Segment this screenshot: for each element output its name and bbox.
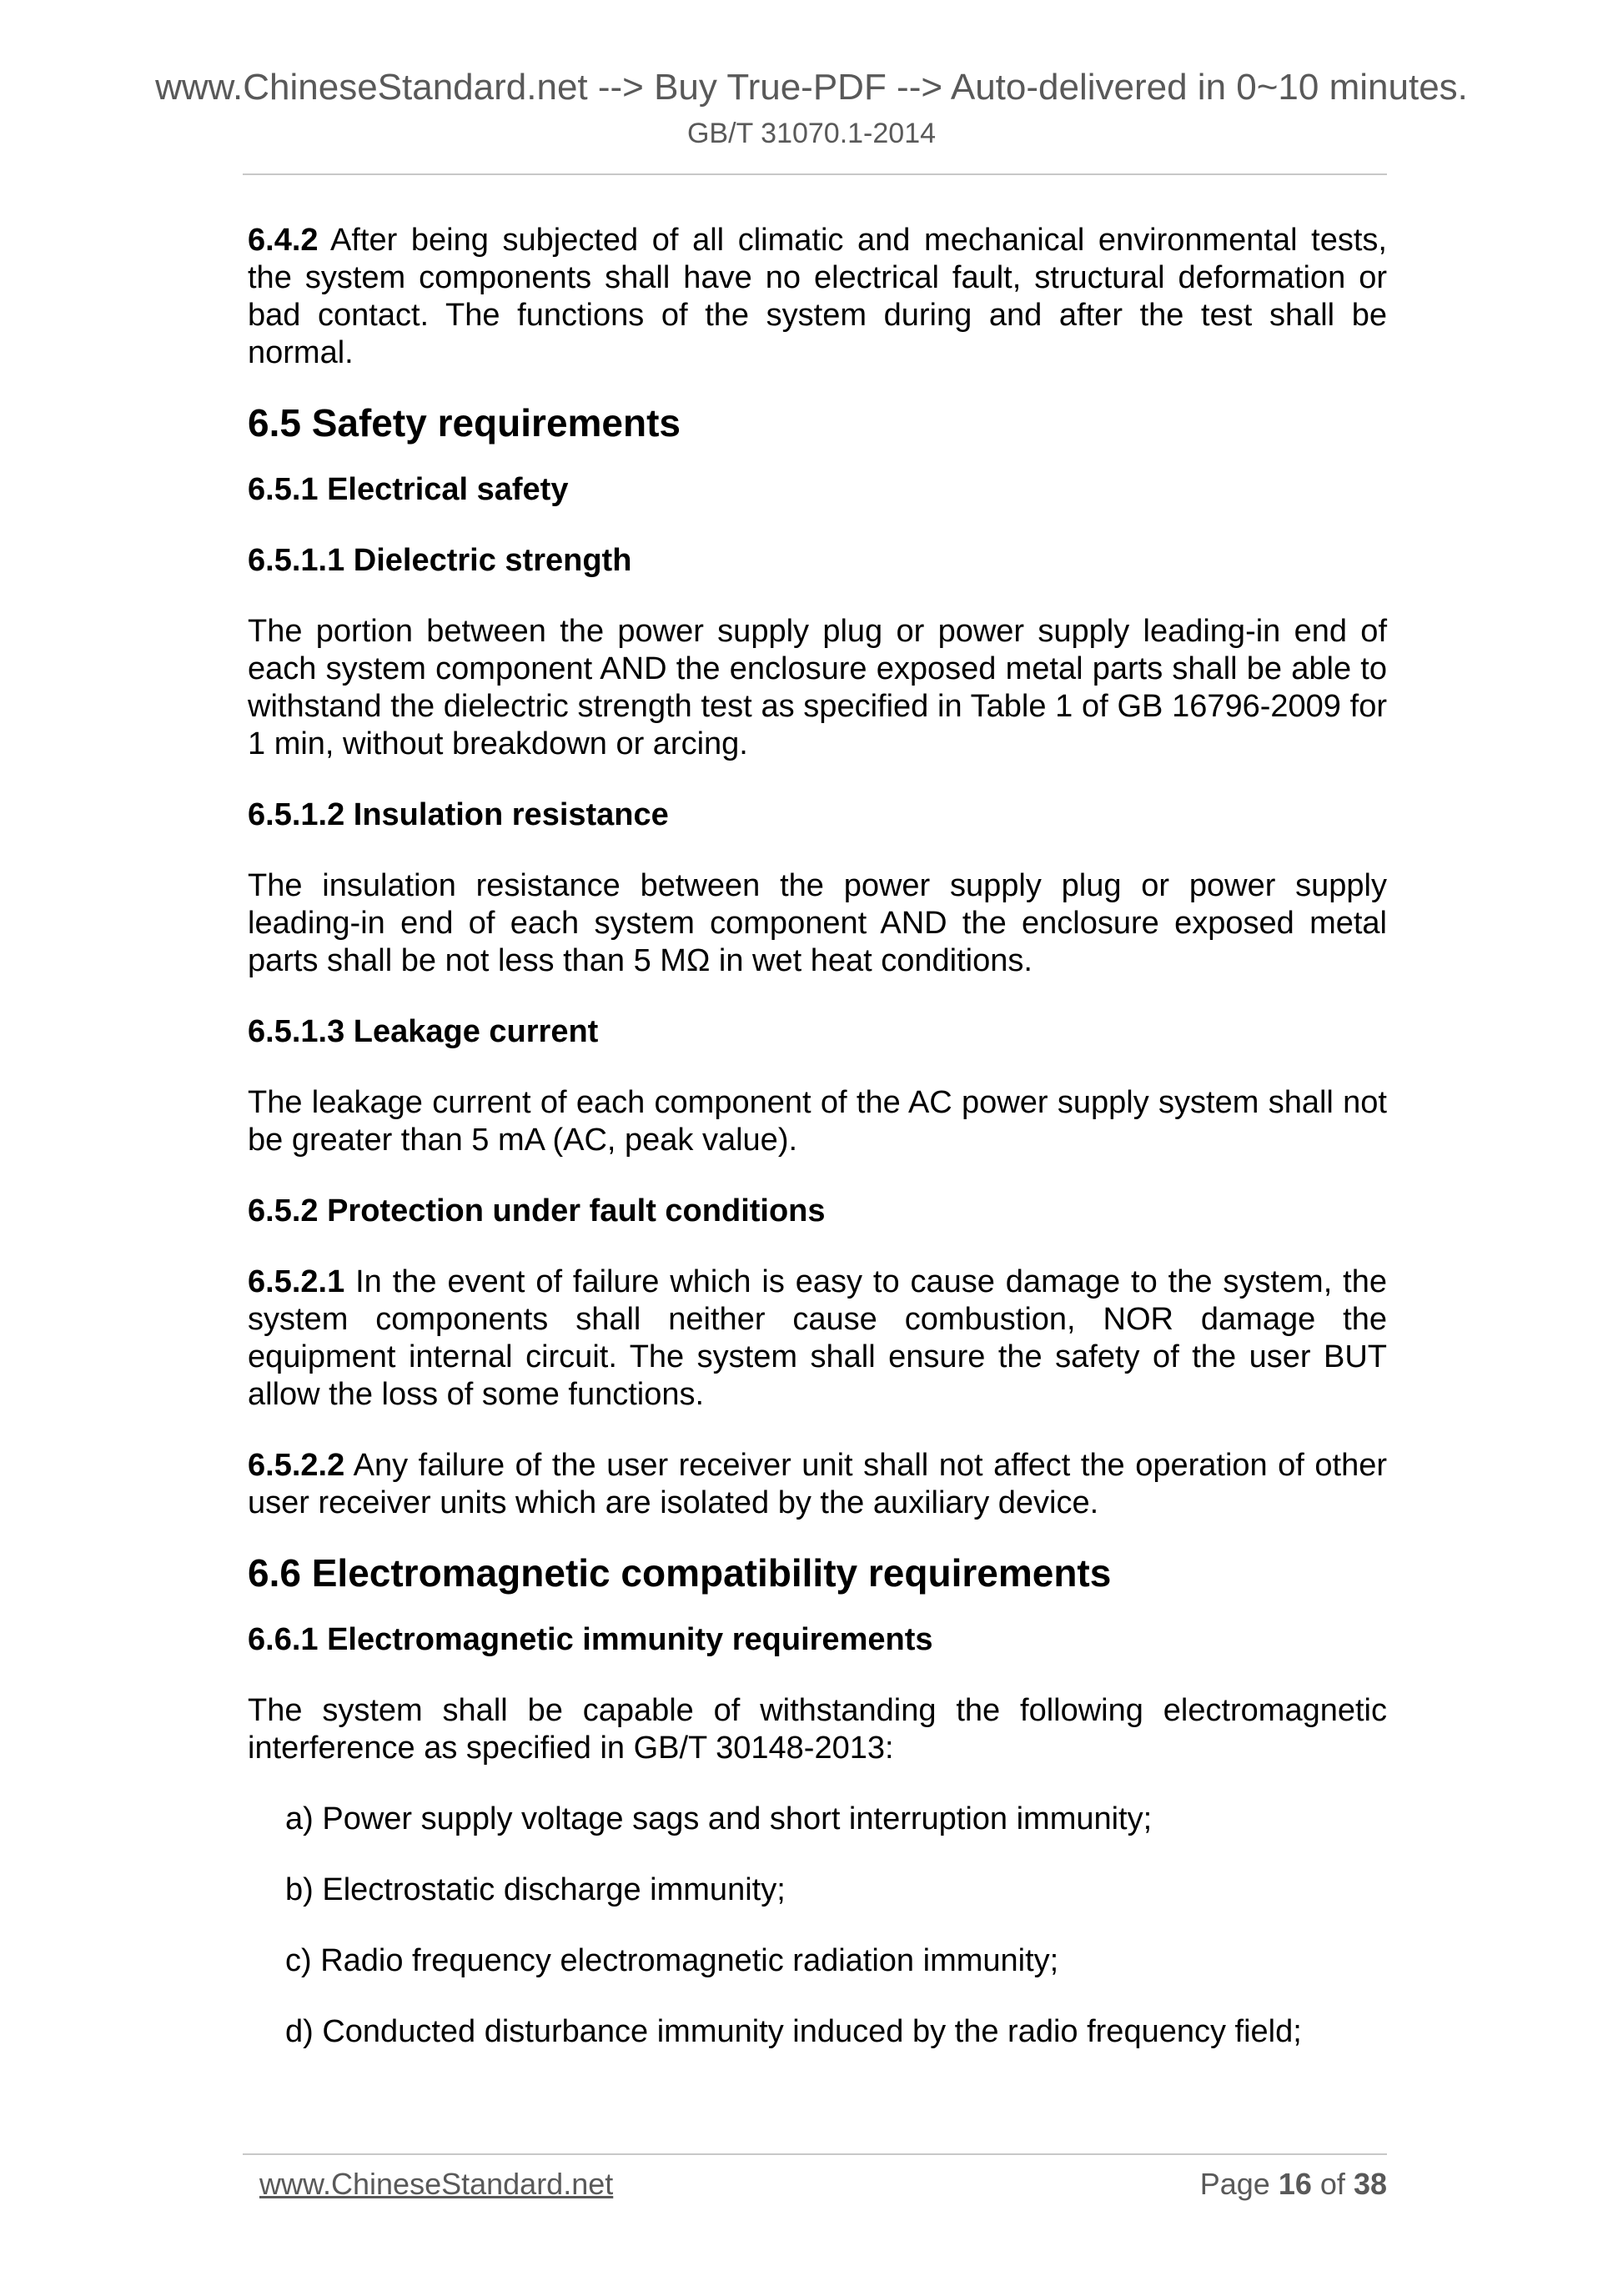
heading-6-5-2: 6.5.2 Protection under fault conditions — [248, 1193, 826, 1228]
footer-divider — [243, 2153, 1387, 2155]
heading-6-5-1-3: 6.5.1.3 Leakage current — [248, 1014, 599, 1049]
heading-6-5-1-1: 6.5.1.1 Dielectric strength — [248, 543, 632, 578]
heading-6-5-1-2: 6.5.1.2 Insulation resistance — [248, 797, 669, 832]
list-item: a) Power supply voltage sags and short interruption immunity; — [285, 1801, 1153, 1836]
heading-6-5: 6.5 Safety requirements — [248, 401, 681, 445]
list-item: d) Conducted disturbance immunity induced by the radio frequency field; — [285, 2014, 1302, 2049]
page-number — [1200, 2166, 1387, 2203]
clause-number: 6.5.2.2 — [248, 1448, 345, 1483]
page-current: 16 — [1278, 2167, 1312, 2201]
paragraph-6-5-1-2: The insulation resistance between the power supply plug or power supply leading-in end of each system component AND the enclosure exposed metal parts shall be not less than 5 MΩ in wet heat conditions. — [248, 868, 1387, 978]
paragraph-6-5-1-3: The leakage current of each component of the AC power supply system shall not be greater than 5 mA (AC, peak value). — [248, 1085, 1387, 1158]
page-label: Page — [1199, 2167, 1270, 2201]
page-of: of — [1319, 2167, 1345, 2201]
heading-6-5-1: 6.5.1 Electrical safety — [248, 472, 569, 507]
clause-number: 6.4.2 — [248, 223, 319, 258]
paragraph-6-5-1-1: The portion between the power supply plug or power supply leading-in end of each system component AND the enclosure exposed metal parts shall be able to withstand the dielectric strength test as specified in Table 1 of GB 16796-2009 for 1 min, without breakdown or arcing. — [248, 614, 1387, 761]
header-banner: www.ChineseStandard.net --> Buy True-PDF --> Auto-delivered in 0~10 minutes. — [155, 67, 1468, 108]
paragraph-6-4-2 — [248, 222, 1387, 372]
heading-6-6: 6.6 Electromagnetic compatibility requirements — [248, 1551, 1112, 1595]
paragraph-6-6-1: The system shall be capable of withstanding the following electromagnetic interference as specified in GB/T 30148-2013: — [248, 1693, 1387, 1766]
interference-list — [248, 1801, 1387, 2051]
document-code: GB/T 31070.1-2014 — [686, 118, 937, 149]
clause-number: 6.5.2.1 — [248, 1264, 345, 1299]
clause-text: Any failure of the user receiver unit shall not affect the operation of other user receiver units which are isolated by the auxiliary device. — [248, 1448, 1387, 1520]
footer-website-link[interactable]: www.ChineseStandard.net — [259, 2167, 614, 2201]
list-item: c) Radio frequency electromagnetic radiation immunity; — [285, 1943, 1059, 1978]
document-body — [248, 222, 1387, 2051]
paragraph-6-5-2-2 — [248, 1447, 1387, 1522]
page-total: 38 — [1353, 2167, 1387, 2201]
heading-6-6-1: 6.6.1 Electromagnetic immunity requirements — [248, 1622, 933, 1657]
list-item: b) Electrostatic discharge immunity; — [285, 1872, 786, 1907]
header-divider — [243, 173, 1387, 175]
clause-text: After being subjected of all climatic and mechanical environmental tests, the system components shall have no electrical fault, structural deformation or bad contact. The functions of the system during and after the test shall be normal. — [248, 223, 1387, 370]
clause-text: In the event of failure which is easy to cause damage to the system, the system components shall neither cause combustion, NOR damage the equipment internal circuit. The system shall ensure the safety of the user BUT allow the loss of some functions. — [248, 1264, 1387, 1412]
paragraph-6-5-2-1 — [248, 1264, 1387, 1414]
